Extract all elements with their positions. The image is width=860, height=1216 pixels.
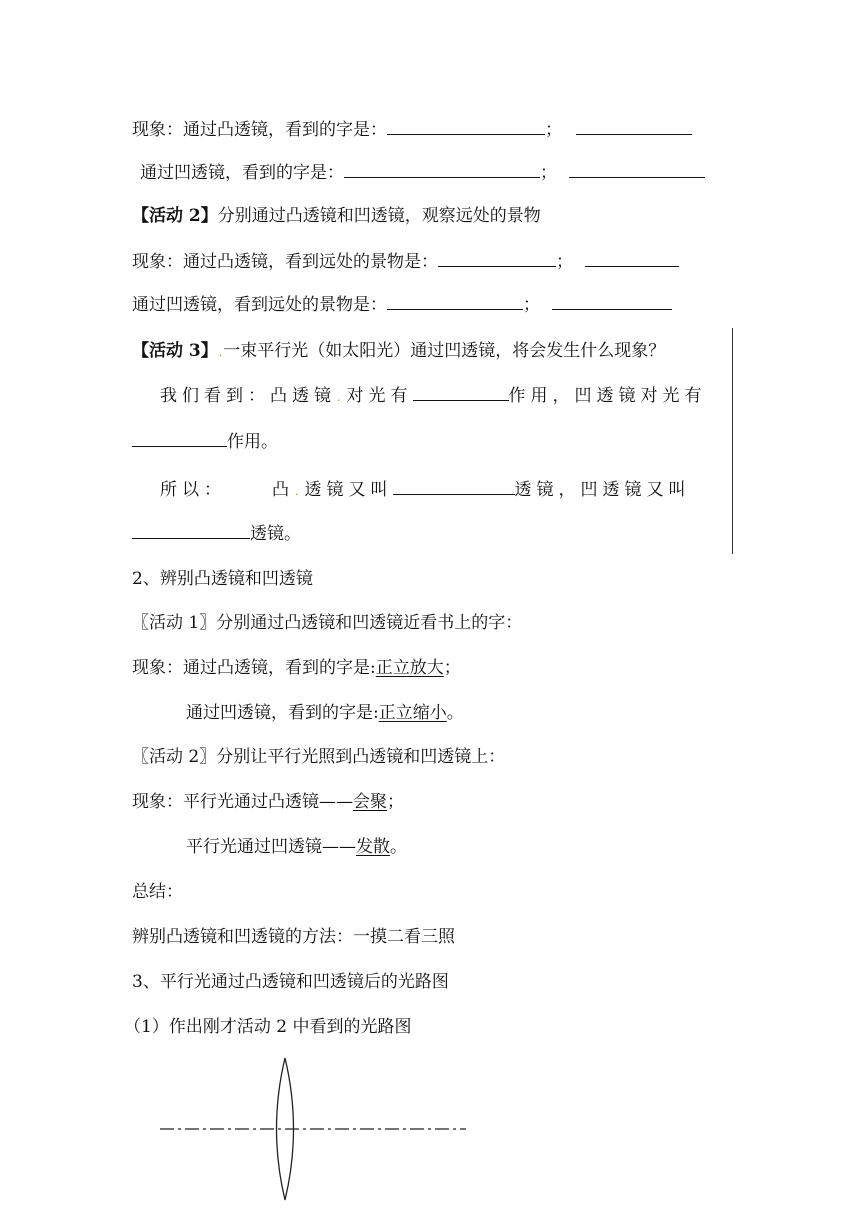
- activity-3-text-a: 一: [223, 341, 241, 361]
- summary-label: 总结：: [132, 882, 183, 902]
- so-text-e: 透镜。: [250, 524, 301, 544]
- section-2-heading: 2、辨别凸透镜和凹透镜: [132, 569, 313, 589]
- separator: ；: [523, 295, 540, 315]
- observation-4-label: 平行光通过凹透镜——: [186, 837, 356, 857]
- activity-2b-text: 分别让平行光照到凸透镜和凹透镜上：: [216, 747, 506, 767]
- observation-4-end: 。: [390, 837, 407, 857]
- we-see-text-d: 作用。: [227, 432, 278, 452]
- observation-2-answer: 正立缩小: [378, 703, 447, 723]
- activity-2-title: 【活动 2】: [132, 206, 218, 226]
- separator: ；: [545, 120, 562, 140]
- activity-3-text-b: 束平行光（如太阳光）通过凹透镜，将会发生什么现象？: [240, 341, 666, 361]
- we-see-text-a: 我们看到：凸透镜: [160, 386, 336, 406]
- observation-1-answer: 正立放大: [375, 658, 444, 678]
- observation-3-answer: 会聚: [353, 792, 387, 812]
- phenomenon-concave-words-label: 通过凹透镜，看到的字是：: [140, 163, 344, 183]
- method-text: 辨别凸透镜和凹透镜的方法：一摸二看三照: [132, 927, 455, 947]
- subquestion-1: （1）作出刚才活动 2 中看到的光路图: [124, 1017, 412, 1037]
- we-see-text-b: 对光有: [346, 386, 413, 406]
- phenomenon-convex-words-label: 现象：通过凸透镜，看到的字是：: [132, 120, 387, 140]
- observation-3-label: 现象：平行光通过凸透镜——: [132, 792, 353, 812]
- observation-1-label: 现象：通过凸透镜，看到的字是:: [132, 658, 376, 678]
- so-text-b: 凸: [272, 480, 294, 500]
- observation-1-end: ；: [443, 658, 461, 678]
- separator: ；: [540, 163, 557, 183]
- activity-3-title: 【活动 3】: [132, 341, 218, 361]
- emphasis-dot: .: [218, 346, 223, 359]
- separator: ；: [556, 252, 573, 272]
- so-text-d: 透镜，凹透镜又叫: [514, 480, 691, 500]
- emphasis-dot: .: [337, 391, 346, 404]
- so-text-a: 所以：: [160, 480, 226, 500]
- so-text-c: 透镜又叫: [304, 480, 393, 500]
- observation-2-end: 。: [446, 703, 464, 723]
- we-see-text-c: 作用，凹透镜对光有: [508, 386, 707, 406]
- phenomenon-convex-scenery-label: 现象：通过凸透镜，看到远处的景物是：: [132, 252, 438, 272]
- observation-3-end: ；: [387, 792, 404, 812]
- activity-1-title: 〖活动 1〗: [132, 613, 217, 633]
- section-3-heading: 3、平行光通过凸透镜和凹透镜后的光路图: [132, 972, 449, 992]
- activity-1-text: 分别通过凸透镜和凹透镜近看书上的字：: [216, 613, 523, 633]
- activity-2-text: 分别通过凸透镜和凹透镜，观察远处的景物: [217, 206, 541, 226]
- emphasis-dot: .: [295, 485, 304, 498]
- observation-4-answer: 发散: [356, 837, 390, 857]
- observation-2-label: 通过凹透镜，看到的字是:: [186, 703, 379, 723]
- activity-2b-title: 〖活动 2〗: [132, 747, 217, 767]
- phenomenon-concave-scenery-label: 通过凹透镜，看到远处的景物是：: [132, 295, 387, 315]
